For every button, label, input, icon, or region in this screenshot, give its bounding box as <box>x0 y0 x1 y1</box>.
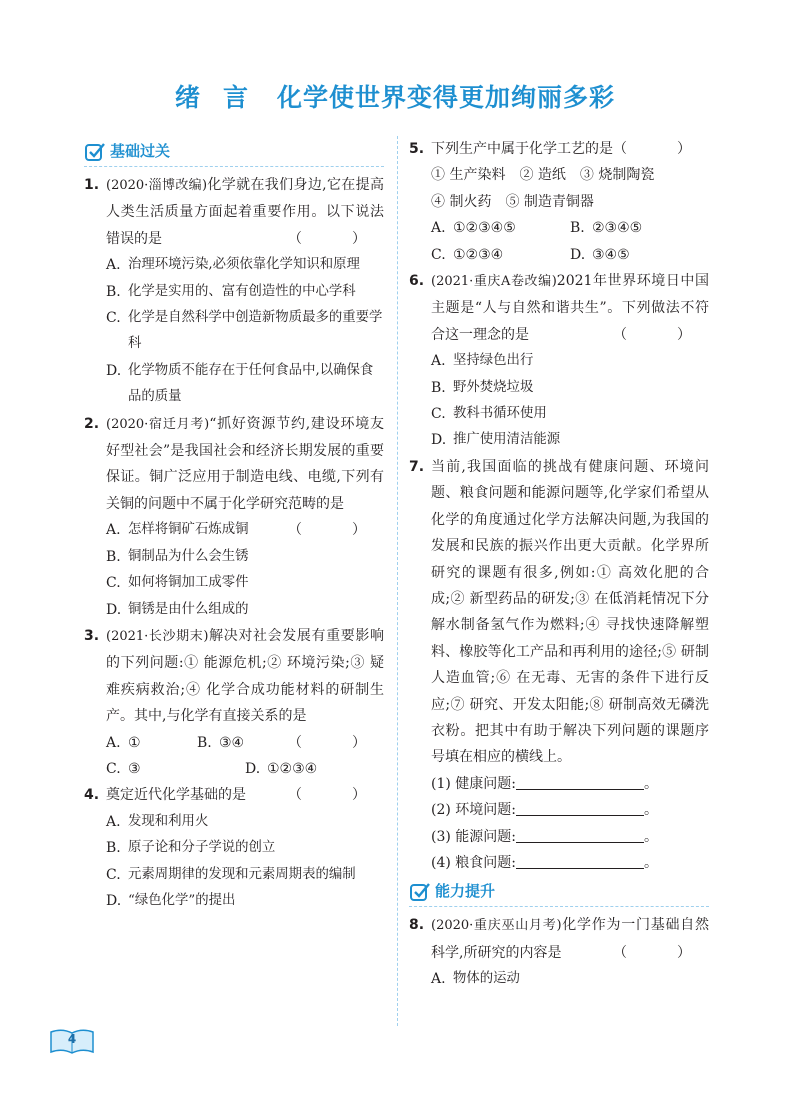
question-stem: 解决对社会发展有重要影响的下列问题:① 能源危机;② 环境污染;③ 疑难疾病救治;④ 化学合成功能材料的研制生产。其中,与化学有直接关系的是 <box>106 627 384 725</box>
question-items: ④ 制火药 ⑤ 制造青铜器 <box>431 193 594 210</box>
question-stem: 化学作为一门基础自然科学,所研究的内容是 <box>431 917 709 961</box>
fill-in-3: (3) 能源问题: 。 <box>431 824 709 850</box>
question-stem: 当前,我国面临的挑战有健康问题、环境问题、粮食问题和能源问题等,化学家们希望从化学的角度通过化学方法解决问题,为我国的发展和民族的振兴作出更大贡献。化学界所研究的课题有很多,例如:① 高效化肥的合成;② 新型药品的研发;③ 在低消耗情况下分解水制备氢气作为燃料;④ 寻找快速降解塑料、橡胶等化工产品和再利用的途径;⑤ 研制人造血管;⑥ 在无毒、无害的条件下进行反应;⑦ 研究、开发太阳能;⑧ 研制高效无磷洗衣粉。把其中有助于解决下列问题的课题序号填在相应的横线上。 <box>431 458 709 766</box>
question-source: (2020·重庆巫山月考) <box>431 918 562 934</box>
option-a: A. ①②③④⑤ <box>431 220 516 237</box>
option-row <box>431 215 709 241</box>
question-number: 2. <box>84 415 100 432</box>
option-d: D. 铜锈是由什么组成的 <box>106 601 249 618</box>
answer-blank[interactable] <box>516 852 644 869</box>
question-number: 4. <box>84 787 100 804</box>
answer-blank[interactable] <box>516 773 644 790</box>
question-source: (2021·长沙期末) <box>106 628 209 644</box>
option-d: D. ①②③④ <box>245 760 318 777</box>
question-6 <box>409 268 709 348</box>
checkbox-icon <box>84 141 106 163</box>
option-row <box>431 242 709 268</box>
question-stem: 下列生产中属于化学工艺的是 <box>431 141 613 157</box>
question-source: (2020·宿迁月考) <box>106 416 210 432</box>
right-column <box>409 136 709 993</box>
option-a: A. 治理环境污染,必须依靠化学知识和原理 <box>106 257 360 274</box>
question-number: 6. <box>409 273 425 290</box>
option-b: B. ②③④⑤ <box>570 220 643 237</box>
option-c: C. ①②③④ <box>431 246 504 263</box>
question-items: ① 生产染料 ② 造纸 ③ 烧制陶瓷 <box>431 167 655 184</box>
question-stem: 化学就在我们身边,它在提高人类生活质量方面起着重要作用。以下说法错误的是 <box>106 177 384 247</box>
option-b: B. 铜制品为什么会生锈 <box>106 548 249 565</box>
option-a: A. 物体的运动 <box>431 971 520 988</box>
option-c: C. 教科书循环使用 <box>431 406 547 423</box>
question-number: 1. <box>84 177 100 193</box>
page-title: 绪 言 化学使世界变得更加绚丽多彩 <box>174 83 616 112</box>
answer-bracket[interactable]: （ ） <box>288 787 384 804</box>
answer-bracket[interactable]: （ ） <box>613 326 709 343</box>
question-stem: “抓好资源节约,建设环境友好型社会”是我国社会和经济长期发展的重要保证。铜广泛应用于制造电线、电缆,下列有关铜的问题中不属于化学研究范畴的是 <box>106 415 384 512</box>
question-1 <box>84 172 384 252</box>
option-b: B. 野外焚烧垃圾 <box>431 379 534 396</box>
checkbox-icon <box>409 881 431 903</box>
question-8 <box>409 912 709 966</box>
option-a: A. ① <box>106 734 141 751</box>
question-number: 8. <box>409 917 425 934</box>
answer-bracket[interactable]: （ ） <box>613 944 709 961</box>
option-c: C. 元素周期律的发现和元素周期表的编制 <box>106 866 356 883</box>
answer-bracket[interactable]: （ ） <box>613 141 709 157</box>
question-stem: 2021年世界环境日中国主题是“人与自然和谐共生”。下列做法不符合这一理念的是 <box>431 273 710 343</box>
option-b: B. 原子论和分子学说的创立 <box>106 840 276 857</box>
option-d: D. 推广使用清洁能源 <box>431 432 561 449</box>
option-row <box>106 730 288 756</box>
fill-in-1: (1) 健康问题: 。 <box>431 771 709 797</box>
section-title: 能力提升 <box>435 882 496 901</box>
answer-bracket[interactable]: （ ） <box>288 734 384 751</box>
section-rule <box>84 166 384 167</box>
section-header-basic <box>84 136 384 170</box>
fill-in-4: (4) 粮食问题: 。 <box>431 850 709 876</box>
option-d: D. ③④⑤ <box>570 246 630 263</box>
fill-in-2: (2) 环境问题: 。 <box>431 797 709 823</box>
column-divider <box>397 136 398 1026</box>
question-source: (2020·淄博改编) <box>106 178 208 193</box>
section-header-ability <box>409 876 709 910</box>
answer-blank[interactable] <box>516 799 644 816</box>
left-column <box>84 136 384 914</box>
question-source: (2021·重庆A卷改编) <box>431 274 557 290</box>
option-c: C. 如何将铜加工成零件 <box>106 575 249 592</box>
option-a: A. 发现和利用火 <box>106 813 209 830</box>
section-title: 基础过关 <box>110 142 171 160</box>
answer-blank[interactable] <box>516 826 644 843</box>
question-number: 7. <box>409 458 425 475</box>
page-number: 4 <box>67 1032 77 1046</box>
option-d: D. “绿色化学”的提出 <box>106 892 236 909</box>
option-a: A. 坚持绿色出行 <box>431 353 534 370</box>
option-b: B. 化学是实用的、富有创造性的中心学科 <box>106 283 356 300</box>
question-7 <box>409 454 709 877</box>
answer-bracket[interactable]: （ ） <box>288 522 384 539</box>
answer-bracket[interactable]: （ ） <box>288 230 384 247</box>
option-c: C. ③ <box>106 760 141 777</box>
question-5 <box>409 136 709 215</box>
option-b: B. ③④ <box>197 734 245 751</box>
question-4 <box>84 782 384 808</box>
question-stem: 奠定近代化学基础的是 <box>106 787 246 804</box>
question-number: 5. <box>409 141 425 157</box>
question-number: 3. <box>84 627 100 644</box>
section-rule <box>409 906 709 907</box>
option-a: A. 怎样将铜矿石炼成铜 <box>106 522 249 539</box>
option-d: D. 化学物质不能存在于任何食品中,以确保食品的质量 <box>106 362 374 405</box>
option-row <box>106 756 384 782</box>
option-c: C. 化学是自然科学中创造新物质最多的重要学科 <box>106 310 383 352</box>
